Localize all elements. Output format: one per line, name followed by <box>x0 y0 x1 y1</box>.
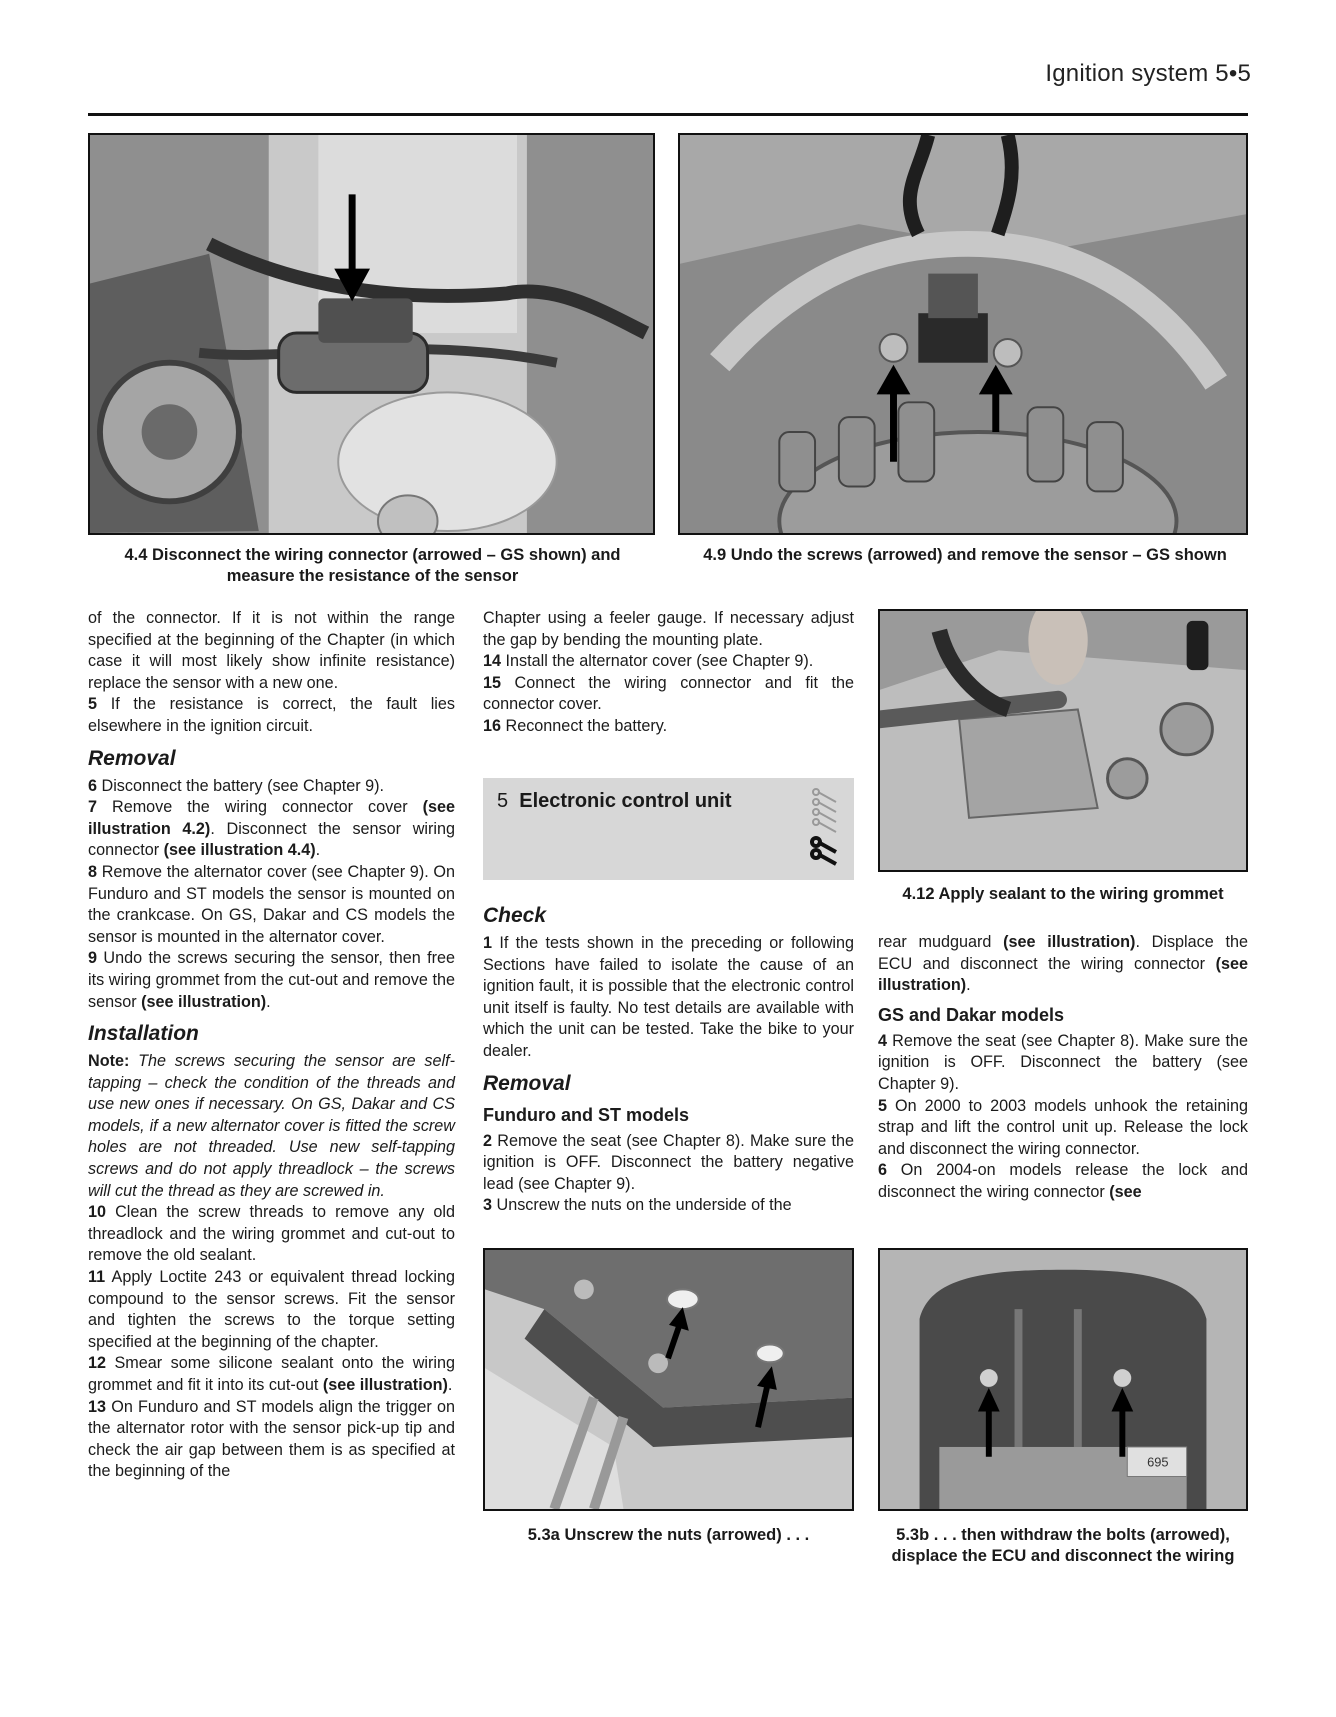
paragraph-8: 8 Remove the alternator cover (see Chapter 9). On Funduro and ST models the sensor is mounted on the crankcase. On GS, Dakar and CS models the sensor is mounted in the alternator cover. <box>88 862 456 946</box>
paragraph: rear mudguard (see illustration). Displace the ECU and disconnect the wiring connector (see illustration). <box>878 933 1248 995</box>
photo-4-12 <box>878 609 1248 872</box>
photo-5-3b <box>878 1248 1248 1511</box>
paragraph-13: 13 On Funduro and ST models align the trigger on the alternator rotor with the sensor pick-up tip and check the air gap between them is as specified at the beginning of the <box>88 1397 455 1481</box>
note-paragraph: Note: The screws securing the sensor are self-tapping – check the condition of the threads and use new ones if necessary. On GS, Dakar and CS models, if a new alternator cover is fitted the screw holes are not threaded. Use new self-tapping screws and do not apply threadlock – the screws will cut the thread as they are screwed in. <box>88 1052 455 1200</box>
heading-installation: Installation <box>88 1022 199 1046</box>
paragraph-9: 9 Undo the screws securing the sensor, then free its wiring grommet from the cut-out and remove the sensor (see illustration). <box>88 949 456 1011</box>
paragraph: of the connector. If it is not within the range specified at the beginning of the Chapter (in which case it will most likely show infinite resistance) replace the sensor with a new one. <box>88 609 455 692</box>
text-column-2 <box>483 608 854 738</box>
page-title: Ignition system 5•5 <box>1045 60 1251 87</box>
heading-check: Check <box>483 904 547 927</box>
paragraph-5b: 5 On 2000 to 2003 models unhook the retaining strap and lift the control unit up. Release the lock and disconnect the wiring connector. <box>878 1096 1248 1158</box>
paragraph-10: 10 Clean the screw threads to remove any old threadlock and the wiring grommet and cut-out to remove the old sealant. <box>88 1203 455 1265</box>
header-divider <box>88 113 1248 116</box>
paragraph-11: 11 Apply Loctite 243 or equivalent thread locking compound to the sensor screws. Fit the sensor and tighten the screws to the torque setting specified at the beginning of the chapter. <box>88 1268 455 1351</box>
text-column-3 <box>878 932 1248 1204</box>
text-column-2b <box>483 895 854 1217</box>
photo-4-4 <box>88 133 655 535</box>
paragraph-12: 12 Smear some silicone sealant onto the wiring grommet and fit it into its cut-out (see illustration). <box>88 1354 455 1394</box>
paragraph-6: 6 Disconnect the battery (see Chapter 9). <box>88 776 385 795</box>
paragraph-7: 7 Remove the wiring connector cover (see illustration 4.2). Disconnect the sensor wiring connector (see illustration 4.4). <box>88 798 456 860</box>
caption-4-4: 4.4 Disconnect the wiring connector (arrowed – GS shown) and measure the resistance of the sensor <box>124 546 621 585</box>
paragraph-6b: 6 On 2004-on models release the lock and disconnect the wiring connector (see <box>878 1161 1249 1201</box>
paragraph-16: 16 Reconnect the battery. <box>483 716 668 735</box>
caption-4-9: 4.9 Undo the screws (arrowed) and remove the sensor – GS shown <box>703 546 1227 564</box>
caption-4-12: 4.12 Apply sealant to the wiring grommet <box>902 885 1224 903</box>
paragraph-2: 2 Remove the seat (see Chapter 8). Make sure the ignition is OFF. Disconnect the battery negative lead (see Chapter 9). <box>483 1131 854 1193</box>
difficulty-wrench-icon <box>810 786 844 872</box>
subheading-gs-dakar: GS and Dakar models <box>878 1004 1065 1025</box>
paragraph-5: 5 If the resistance is correct, the fault lies elsewhere in the ignition circuit. <box>88 695 456 735</box>
photo-label: 695 <box>1147 1454 1169 1470</box>
caption-5-3a: 5.3a Unscrew the nuts (arrowed) . . . <box>527 1526 810 1544</box>
paragraph-15: 15 Connect the wiring connector and fit the connector cover. <box>483 673 854 714</box>
subheading-funduro-st: Funduro and ST models <box>483 1104 689 1125</box>
paragraph-4: 4 Remove the seat (see Chapter 8). Make sure the ignition is OFF. Disconnect the battery (see Chapter 9). <box>878 1031 1248 1093</box>
section-title: 5 Electronic control unit <box>497 790 732 812</box>
paragraph-3: 3 Unscrew the nuts on the underside of the <box>483 1196 792 1215</box>
paragraph: Chapter using a feeler gauge. If necessary adjust the gap by bending the mounting plate. <box>483 609 854 649</box>
caption-5-3b: 5.3b . . . then withdraw the bolts (arrowed), displace the ECU and disconnect the wiring <box>891 1526 1235 1565</box>
section-heading-box <box>483 778 854 880</box>
heading-removal-2: Removal <box>483 1071 571 1095</box>
heading-removal: Removal <box>88 746 176 770</box>
text-column-1 <box>88 608 455 1483</box>
photo-4-9 <box>678 133 1248 535</box>
paragraph-14: 14 Install the alternator cover (see Chapter 9). <box>483 652 814 671</box>
photo-5-3a <box>483 1248 854 1511</box>
paragraph-1: 1 If the tests shown in the preceding or following Sections have failed to isolate the cause of an ignition fault, it is possible that the electronic control unit itself is faulty. No test details are available with which the unit can be tested. Take the bike to your dealer. <box>483 934 854 1060</box>
